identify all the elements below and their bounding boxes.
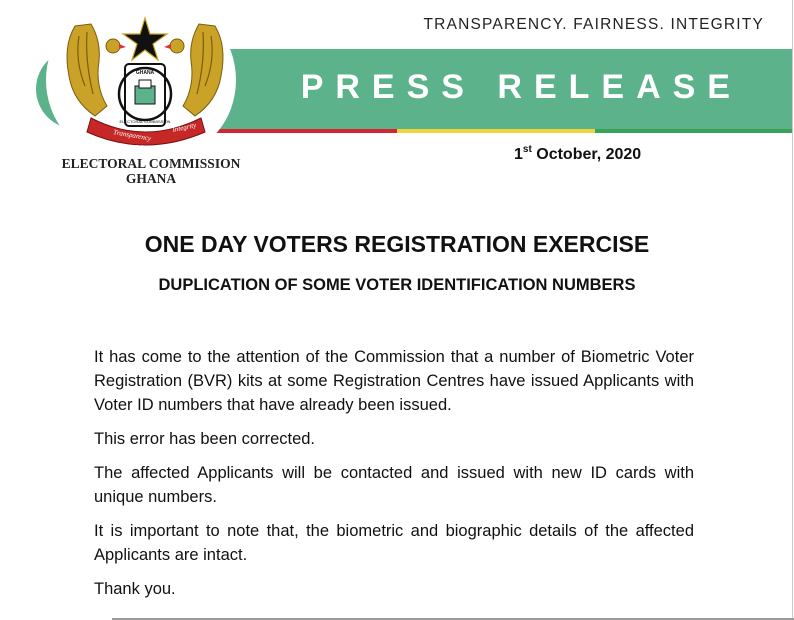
org-name-line1: ELECTORAL COMMISSION	[61, 156, 241, 171]
crest-ring-text: ELECTORAL COMMISSION	[119, 119, 171, 124]
stripe-green	[595, 129, 792, 133]
paragraph: This error has been corrected.	[94, 430, 316, 448]
banner-title: PRESS RELEASE	[300, 68, 742, 106]
right-eagle-icon	[164, 24, 223, 116]
date-rest: October, 2020	[531, 146, 642, 163]
ribbon-bottom-text: Fairness	[134, 145, 156, 151]
date-day: 1	[514, 146, 523, 163]
document-subtitle: DUPLICATION OF SOME VOTER IDENTIFICATION NUMBERS	[158, 276, 636, 294]
paragraph: Thank you.	[94, 580, 176, 598]
document-body	[94, 345, 694, 611]
ribbon-right-text: Integrity	[171, 121, 197, 134]
date-suffix: st	[522, 144, 532, 155]
black-star-icon	[123, 18, 167, 60]
crest-ghana-text: GHANA	[135, 70, 155, 76]
stripe-yellow	[397, 129, 594, 133]
org-name-line2: GHANA	[125, 171, 177, 186]
release-date	[514, 146, 641, 164]
left-eagle-icon	[67, 24, 126, 116]
ribbon-left-text: Transparency	[112, 128, 152, 143]
paragraph: The affected Applicants will be contacted and issued with new ID cards with unique numbers.	[94, 464, 694, 506]
paragraph: It is important to note that, the biometric and biographic details of the affected Applicants are intact.	[94, 522, 694, 564]
paragraph: It has come to the attention of the Commission that a number of Biometric Voter Registration (BVR) kits at some Registration Centres have issued Applicants with Voter ID numbers that have already been issued.	[94, 348, 694, 414]
flag-stripe	[200, 129, 792, 133]
coat-of-arms-icon	[55, 6, 235, 156]
document-title: ONE DAY VOTERS REGISTRATION EXERCISE	[144, 231, 650, 257]
tagline: TRANSPARENCY. FAIRNESS. INTEGRITY	[423, 16, 764, 33]
